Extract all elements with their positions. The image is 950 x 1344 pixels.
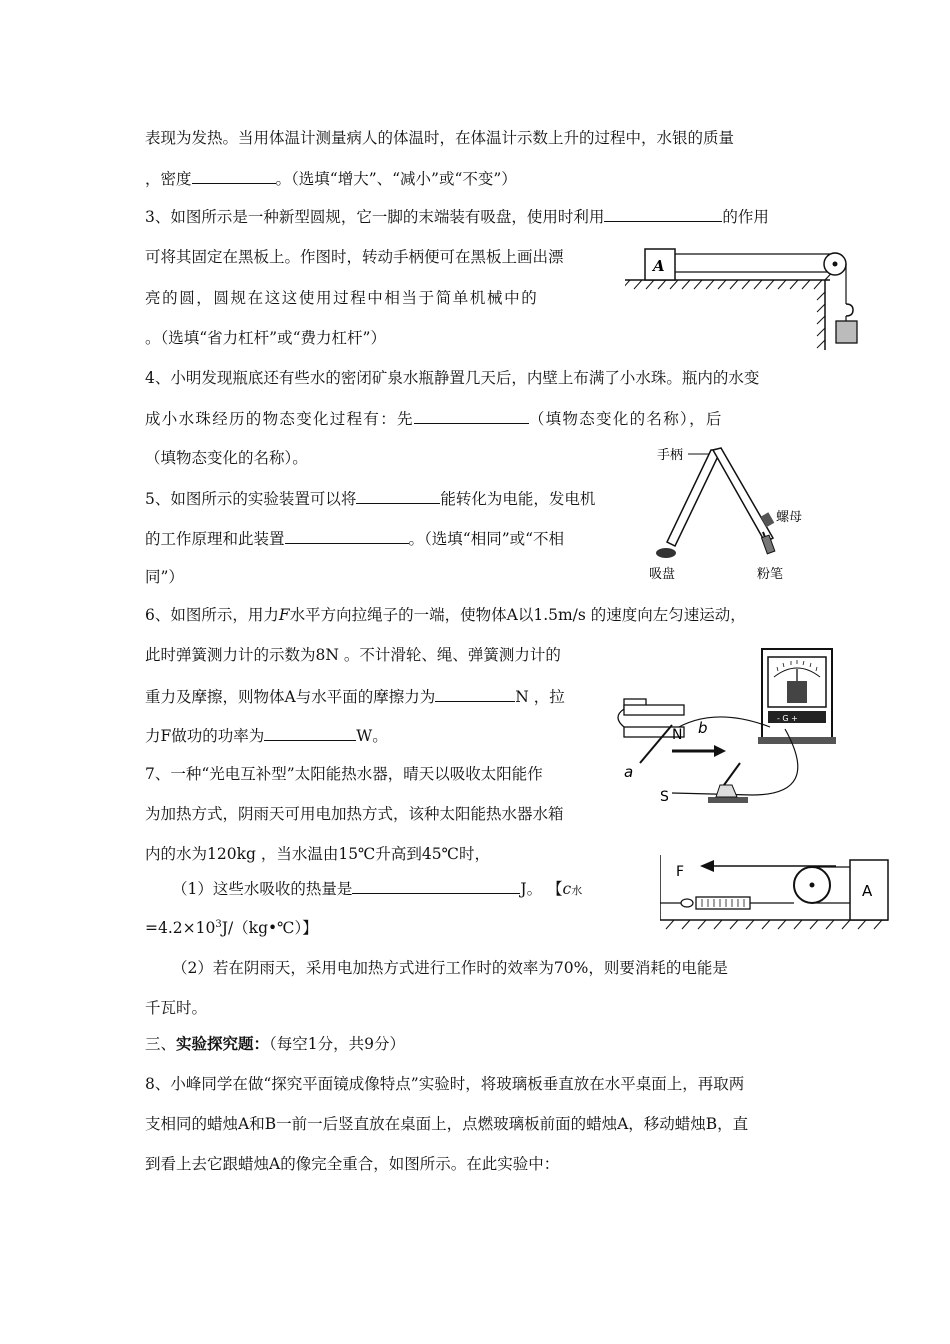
- text-line-4: 可将其固定在黑板上。作图时，转动手柄便可在黑板上画出漂: [145, 248, 564, 266]
- text-line-16: [145, 724, 388, 747]
- force-variable: F: [278, 606, 290, 624]
- text-line-20: [172, 877, 582, 902]
- pulley-table-figure: [625, 242, 865, 354]
- generator-a-label: a: [624, 763, 634, 781]
- generator-figure: [612, 645, 847, 810]
- text-segment: 力F做功的功率为: [145, 727, 265, 745]
- generator-s-label: S: [660, 789, 669, 805]
- text-line-8: [145, 407, 723, 430]
- text-line-23: 千瓦时。: [145, 999, 208, 1017]
- text-line-13: [145, 604, 746, 626]
- text-line-10: [145, 487, 595, 510]
- block-label: A: [862, 882, 873, 900]
- text-line-19: 内的水为120kg ，当水温由15℃升高到45℃时，: [145, 845, 490, 863]
- force-label: F: [676, 864, 685, 880]
- specific-heat-subscript: 水: [571, 884, 583, 897]
- text-segment: =4.2×10: [145, 919, 216, 937]
- text-line-25: 8、小峰同学在做“探究平面镜成像特点”实验时，将玻璃板垂直放在水平桌面上，再取两: [145, 1075, 745, 1093]
- text-line-3: [145, 205, 769, 228]
- text-line-5: 亮的圆，圆规在这这使用过程中相当于简单机械中的: [145, 289, 539, 307]
- answer-blank-suction[interactable]: [604, 205, 722, 222]
- text-line-7: 4、小明发现瓶底还有些水的密闭矿泉水瓶静置几天后，内壁上布满了小水珠。瓶内的水变: [145, 369, 760, 387]
- text-line-17: 7、一种“光电互补型”太阳能热水器，晴天以吸收太阳能作: [145, 765, 543, 783]
- text-line-6: 。（选填“省力杠杆”或“费力杠杆”）: [145, 329, 386, 347]
- text-segment: 重力及摩擦，则物体A与水平面的摩擦力为: [145, 688, 436, 706]
- section-score: （每空1分，共9分）: [269, 1035, 406, 1053]
- text-segment: （填物态变化的名称），后: [528, 410, 723, 428]
- text-line-14: 此时弹簧测力计的示数为8N 。不计滑轮、绳、弹簧测力计的: [145, 646, 561, 664]
- answer-blank-friction[interactable]: [435, 685, 515, 702]
- section-title: 实验探究题：: [176, 1034, 270, 1053]
- text-line-18: 为加热方式，阴雨天可用电加热方式，该种太阳能热水器水箱: [145, 805, 564, 823]
- text-segment: 5、如图所示的实验装置可以将: [145, 490, 357, 508]
- compass-figure: [645, 438, 810, 583]
- text-line-12: 同”）: [145, 568, 184, 586]
- generator-n-label: N: [672, 727, 683, 743]
- text-line-11: [145, 527, 564, 550]
- answer-blank-density[interactable]: [192, 167, 276, 184]
- text-line-2: [145, 167, 517, 190]
- text-line-22: （2）若在阴雨天，采用电加热方式进行工作时的效率为70%，则要消耗的电能是: [172, 959, 728, 977]
- handle-label: 手柄: [657, 448, 684, 463]
- text-line-27: 到看上去它跟蜡烛A的像完全重合，如图所示。在此实验中：: [145, 1155, 560, 1173]
- nut-label: 螺母: [776, 510, 803, 525]
- chalk-label: 粉笔: [757, 567, 784, 582]
- answer-blank-first-change[interactable]: [414, 407, 529, 424]
- answer-blank-power[interactable]: [264, 724, 356, 741]
- answer-blank-same[interactable]: [285, 527, 409, 544]
- text-segment: 水平方向拉绳子的一端，使物体A以1.5m/s 的速度向左匀速运动，: [289, 606, 746, 624]
- text-segment: W。: [356, 727, 388, 745]
- svg-text:- G +: - G +: [777, 714, 798, 723]
- text-segment: 能转化为电能，发电机: [440, 490, 596, 508]
- generator-b-label: b: [698, 719, 708, 737]
- text-segment: J/（kg•℃）】: [221, 919, 318, 937]
- text-segment: 。（选填“相同”或“不相: [408, 530, 565, 548]
- section-number: 三、: [145, 1035, 177, 1053]
- suction-label: 吸盘: [649, 567, 676, 582]
- text-segment: 6、如图所示，用力: [145, 606, 279, 624]
- text-segment: ，密度: [145, 170, 192, 188]
- text-segment: 的工作原理和此装置: [145, 530, 285, 548]
- answer-blank-energy[interactable]: [356, 487, 440, 504]
- answer-blank-heat[interactable]: [352, 877, 520, 894]
- text-segment: J。 【: [520, 880, 563, 898]
- exponent: 3: [215, 919, 222, 930]
- text-line-26: 支相同的蜡烛A和B一前一后竖直放在桌面上，点燃玻璃板前面的蜡烛A，移动蜡烛B，直: [145, 1115, 749, 1133]
- specific-heat-symbol: c: [562, 880, 572, 898]
- text-line-9: （填物态变化的名称）。: [145, 449, 308, 467]
- section-heading: [145, 1033, 405, 1055]
- text-line-21: [145, 917, 318, 939]
- text-segment: （1）这些水吸收的热量是: [172, 880, 353, 898]
- text-segment: 。（选填“增大”、“减小”或“不变”）: [275, 170, 517, 188]
- text-segment: 3、如图所示是一种新型圆规，它一脚的末端装有吸盘，使用时利用: [145, 208, 605, 226]
- block-label: A: [653, 257, 665, 275]
- text-segment: 成小水珠经历的物态变化过程有：先: [145, 410, 414, 428]
- text-segment: N ，拉: [515, 688, 565, 706]
- text-line-15: [145, 685, 565, 708]
- force-pulley-figure: [660, 850, 890, 935]
- text-segment: 的作用: [722, 208, 769, 226]
- text-line-1: 表现为发热。当用体温计测量病人的体温时，在体温计示数上升的过程中，水银的质量: [145, 129, 735, 147]
